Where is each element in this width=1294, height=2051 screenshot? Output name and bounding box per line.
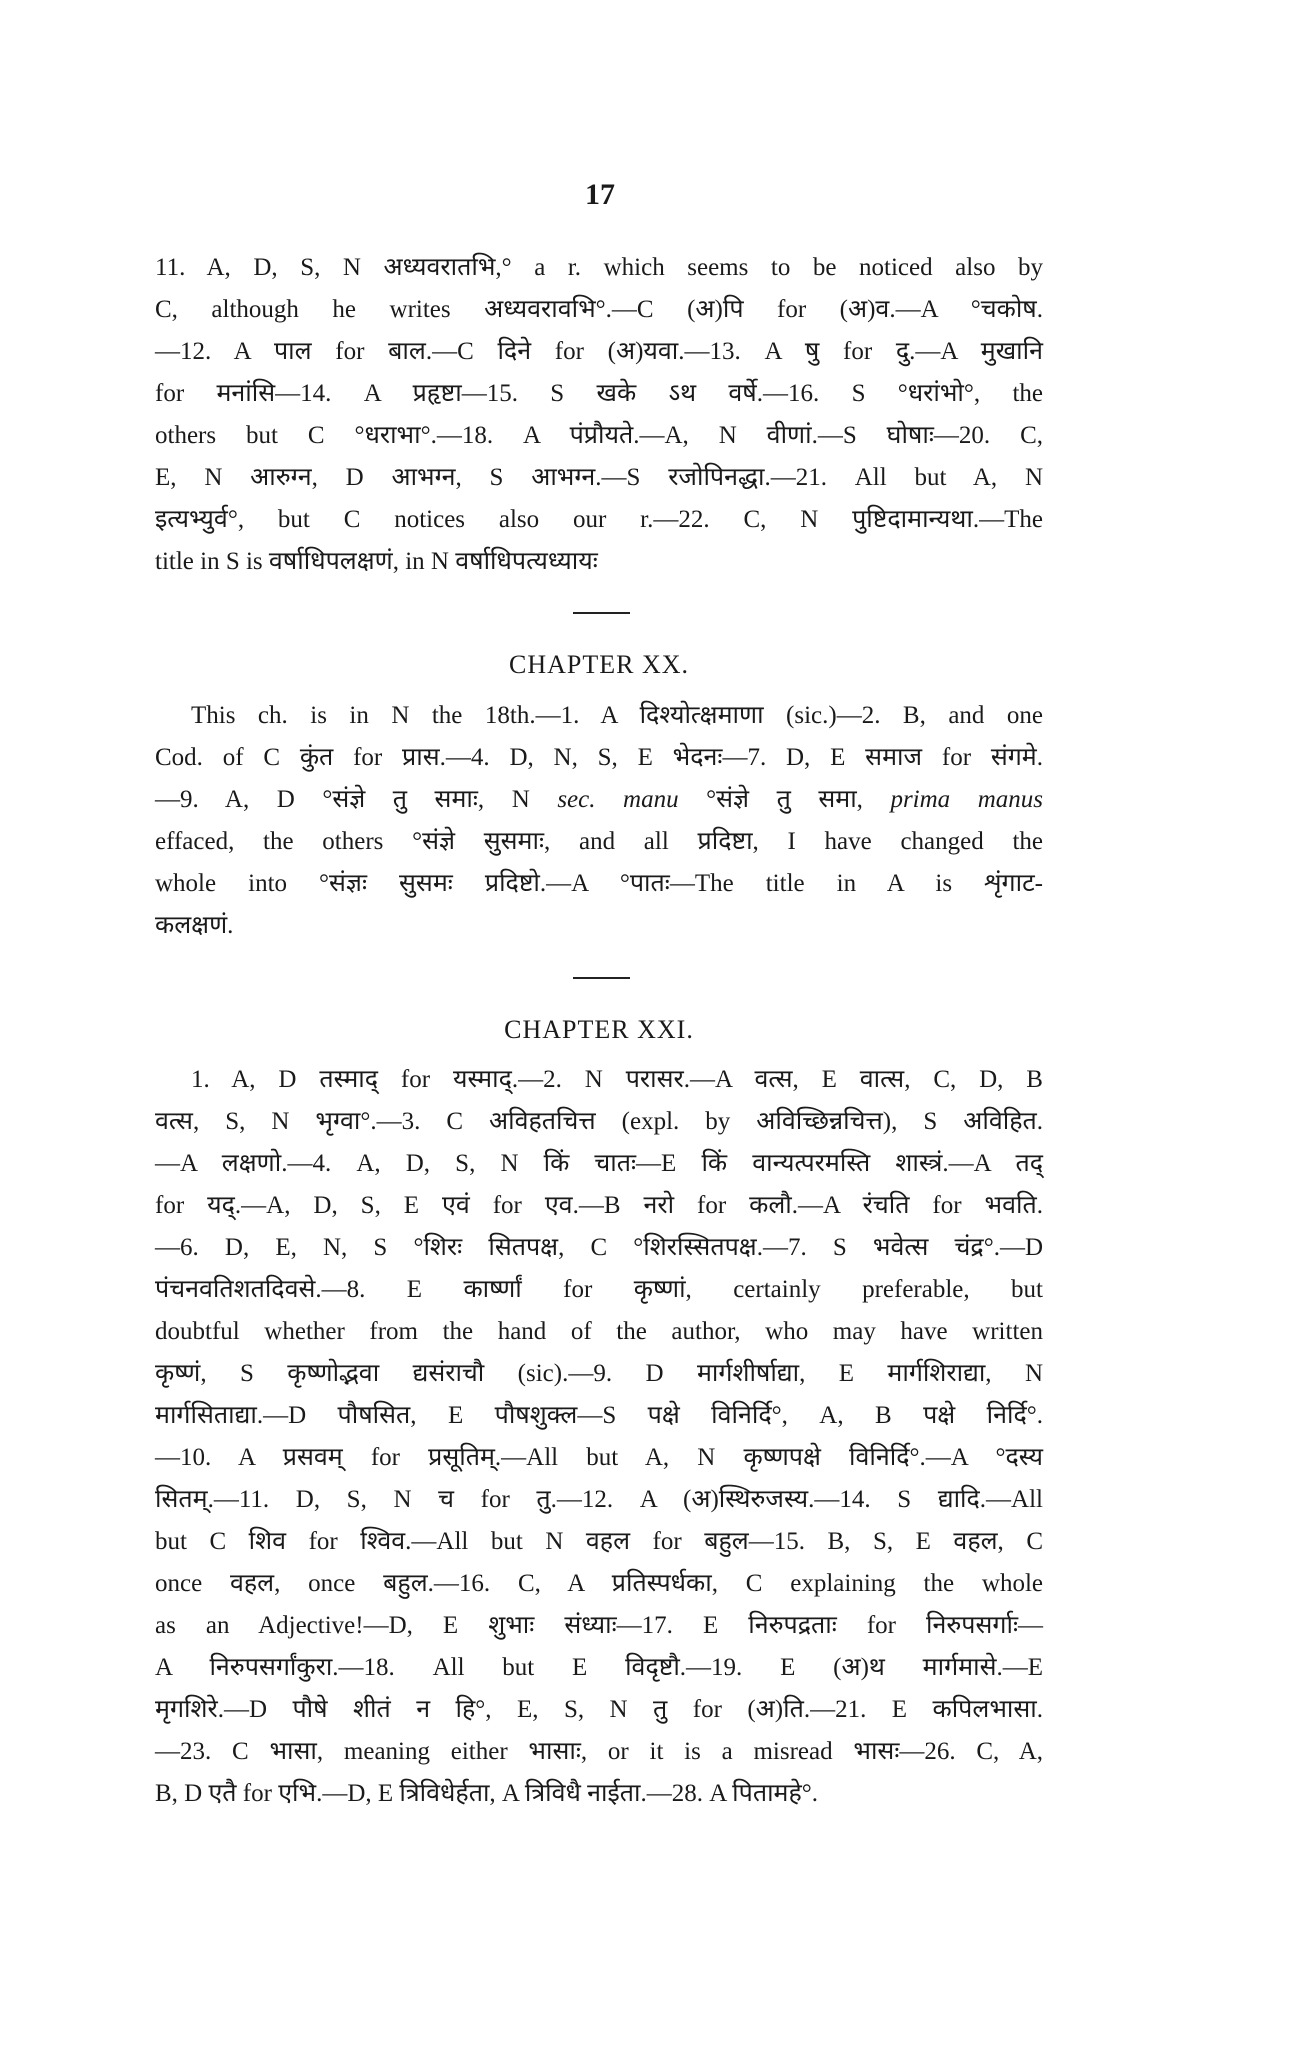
text-line: —A लक्षणो.—4. A, D, S, N किं चातः—E किं वान्यत्परमस्ति शास्त्रं.—A तद् [155, 1150, 1043, 1177]
text-line: as an Adjective!—D, E शुभाः संध्याः—17. E निरुपद्रताः for निरुपसर्गाः— [155, 1612, 1043, 1639]
text-line: for मनांसि—14. A प्रहृष्टा—15. S खके ऽथ वर्षे.—16. S °धरांभो°, the [155, 380, 1043, 407]
text-line: A निरुपसर्गांकुरा.—18. All but E विदृष्टौ.—19. E (अ)थ मार्गमासे.—E [155, 1654, 1043, 1681]
text-line [155, 779, 1043, 821]
text-segment: Cod. of C कुंत for प्रास.—4. D, N, S, E भेदनः—7. D, E समाज for संगमे. [155, 744, 1043, 771]
text-line: but C शिव for श्विव.—All but N वहल for बहुल—15. B, S, E वहल, C [155, 1528, 1043, 1555]
chapter-xx-heading: CHAPTER XX. [508, 650, 689, 679]
text-line: कृष्णं, S कृष्णोद्भवा द्यसंराचौ (sic).—9. D मार्गशीर्षाद्या, E मार्गशिराद्या, N [155, 1360, 1043, 1387]
text-line: doubtful whether from the hand of the author, who may have written [155, 1318, 1043, 1345]
text-line: वत्स, S, N भृग्वा°.—3. C अविहतचित्त (expl. by अविच्छिन्नचित्त), S अविहित. [155, 1108, 1043, 1135]
text-segment: effaced, the others °संज्ञे सुसमाः, and all प्रदिष्टा, I have changed the [155, 828, 1043, 855]
text-line: B, D एतै for एभि.—D, E त्रिविधेर्हता, A त्रिविधै नाईता.—28. A पितामहे°. [155, 1780, 819, 1807]
text-line: मृगशिरे.—D पौषे शीतं न हि°, E, S, N तु for (अ)ति.—21. E कपिलभासा. [155, 1696, 1043, 1723]
text-line: others but C °धराभा°.—18. A पंप्रौयते.—A, N वीणां.—S घोषाः—20. C, [155, 422, 1043, 449]
chapter-xxi-notes [155, 1059, 1043, 1815]
chapter-xx-notes [155, 695, 1043, 947]
text-line [155, 863, 1043, 905]
text-line: मार्गसिताद्या.—D पौषसित, E पौषशुक्ल—S पक्षे विनिर्दि°, A, B पक्षे निर्दि°. [155, 1402, 1043, 1429]
text-line [155, 905, 1043, 947]
page-number: 17 [585, 178, 615, 211]
section-divider [573, 977, 630, 979]
text-line: सितम्.—11. D, S, N च for तु.—12. A (अ)स्थिरुजस्य.—14. S द्यादि.—All [155, 1486, 1043, 1513]
text-line [155, 737, 1043, 779]
text-line: title in S is वर्षाधिपलक्षणं, in N वर्षाधिपत्यध्यायः [155, 548, 598, 575]
text-line: —12. A पाल for बाल.—C दिने for (अ)यवा.—13. A षु for दु.—A मुखानि [155, 338, 1043, 365]
italic-text-segment: sec. manu [557, 786, 679, 813]
text-line: —10. A प्रसवम् for प्रसूतिम्.—All but A, N कृष्णपक्षे विनिर्दि°.—A °दस्य [155, 1444, 1043, 1471]
text-line [155, 821, 1043, 863]
text-line: E, N आरुग्न, D आभग्न, S आभग्न.—S रजोपिनद्धा.—21. All but A, N [155, 464, 1043, 491]
notes-chapter-xix-paragraph [155, 247, 1043, 583]
text-line: once वहल, once बहुल.—16. C, A प्रतिस्पर्धका, C explaining the whole [155, 1570, 1043, 1597]
text-line: 1. A, D तस्माद् for यस्माद्.—2. N परासर.—A वत्स, E वात्स, C, D, B [191, 1066, 1043, 1093]
text-line: इत्यभ्युर्व°, but C notices also our r.—22. C, N पुष्टिदामान्यथा.—The [155, 506, 1043, 533]
text-line: 11. A, D, S, N अध्यवरातभि,° a r. which seems to be noticed also by [155, 254, 1043, 281]
text-segment: —9. A, D °संज्ञे तु समाः, N [155, 786, 558, 813]
text-line: —6. D, E, N, S °शिरः सितपक्ष, C °शिरस्सितपक्ष.—7. S भवेत्स चंद्र°.—D [155, 1234, 1043, 1261]
text-segment: whole into °संज्ञः सुसमः प्रदिष्टो.—A °पातः—The title in A is शृंगाट- [155, 870, 1043, 897]
text-segment: °संज्ञे तु समा, [678, 786, 891, 813]
text-line: for यद्.—A, D, S, E एवं for एव.—B नरो for कलौ.—A रंचति for भवति. [155, 1192, 1043, 1219]
text-segment: This ch. is in N the 18th.—1. A दिश्योत्क्षमाणा (sic.)—2. B, and one [191, 702, 1043, 729]
chapter-xxi-heading: CHAPTER XXI. [504, 1015, 694, 1044]
italic-text-segment: prima manus [890, 786, 1043, 813]
text-line: पंचनवतिशतदिवसे.—8. E कार्ष्णां for कृष्णां, certainly preferable, but [155, 1276, 1043, 1303]
text-line [155, 695, 1043, 737]
text-segment: कलक्षणं. [155, 912, 234, 939]
text-line: —23. C भासा, meaning either भासाः, or it is a misread भासः—26. C, A, [155, 1738, 1043, 1765]
text-line: C, although he writes अध्यवरावभि°.—C (अ)पि for (अ)व.—A °चकोष. [155, 296, 1043, 323]
section-divider [573, 612, 630, 614]
